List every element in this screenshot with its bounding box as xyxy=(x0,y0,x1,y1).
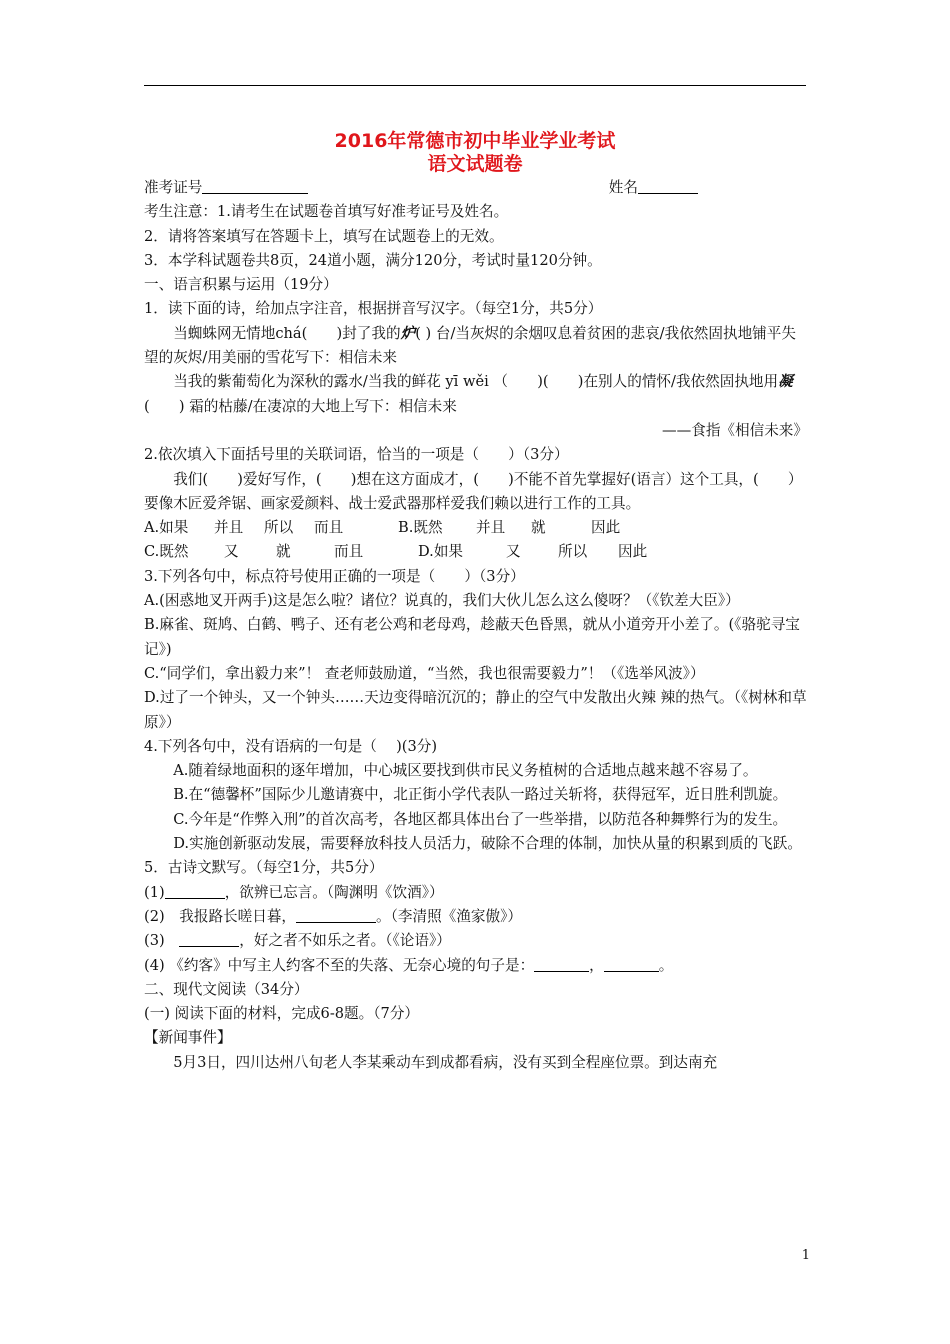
answer-blank xyxy=(604,956,659,972)
id-row xyxy=(144,176,808,200)
q3-option-c: C.“同学们，拿出毅力来”！ 查老师鼓励道，“当然，我也很需要毅力”！（《选举风波》） xyxy=(144,664,705,682)
news-tag: 【新闻事件】 xyxy=(144,1029,232,1047)
q2-stem: 2.依次填入下面括号里的关联词语，恰当的一项是（ ）（3分） xyxy=(144,446,569,464)
q5-line-4: (4) 《约客》中写主人约客不至的失落、无奈心境的句子是： ， 。 xyxy=(144,956,674,974)
exam-body xyxy=(144,176,808,1075)
section-2-heading: 二、现代文阅读（34分） xyxy=(144,980,309,998)
q1-poem-1: 当蜘蛛网无情地chá( )封了我的炉( ) 台/当灰烬的余烟叹息着贫困的悲哀/我依然固执地铺平失望的灰烬/用美丽的雪花写下：相信未来 xyxy=(144,324,796,367)
answer-blank xyxy=(296,907,376,923)
q1-poem-2: 当我的紫葡萄化为深秋的露水/当我的鲜花 yī wěi （ )( )在别人的情怀/我依然固执地用凝( ) 霜的枯藤/在凄凉的大地上写下：相信未来 xyxy=(144,373,793,415)
q5-line-2: (2) 我报路长嗟日暮， 。（李清照《渔家傲》） xyxy=(144,907,522,925)
q1-source: ——食指《相信未来》 xyxy=(662,421,808,439)
exam-number-field: 准考证号 xyxy=(144,176,308,200)
note-1: 考生注意：1.请考生在试题卷首填写好准考证号及姓名。 xyxy=(144,203,509,221)
name-blank xyxy=(638,178,698,194)
q4-option-c: C.今年是“作弊入刑”的首次高考，各地区都具体出台了一些举措，以防范各种舞弊行为的发生。 xyxy=(173,810,788,828)
q3-option-d: D.过了一个钟头，又一个钟头……天边变得暗沉沉的；静止的空气中发散出火辣 辣的热气。（《树林和草原》） xyxy=(144,689,807,731)
exam-number-blank xyxy=(202,178,308,194)
answer-blank xyxy=(179,931,239,947)
q5-stem: 5．古诗文默写。（每空1分，共5分） xyxy=(144,859,384,877)
name-field: 姓名 xyxy=(609,176,698,200)
q3-option-b: B.麻雀、斑鸠、白鹤、鸭子、还有老公鸡和老母鸡，趁蔽天色昏黑，就从小道旁开小差了。(《骆驼寻宝记》) xyxy=(144,616,800,658)
q2-options-ab: A.如果 并且 所以 而且 B.既然 并且 就 因此 xyxy=(144,519,621,537)
q4-option-d: D.实施创新驱动发展，需要释放科技人员活力，破除不合理的体制，加快从量的积累到质的飞跃。 xyxy=(173,835,802,853)
q2-options-cd: C.既然 又 就 而且 D.如果 又 所以 因此 xyxy=(144,543,648,561)
news-paragraph: 5月3日，四川达州八旬老人李某乘动车到成都看病，没有买到全程座位票。到达南充 xyxy=(173,1053,718,1071)
q4-stem: 4.下列各句中，没有语病的一句是（ )(3分) xyxy=(144,737,438,755)
q1-stem: 1．读下面的诗，给加点字注音，根据拼音写汉字。（每空1分，共5分） xyxy=(144,300,603,318)
header-rule xyxy=(144,85,806,86)
q4-option-a: A.随着绿地面积的逐年增加，中心城区要找到供市民义务植树的合适地点越来越不容易了。 xyxy=(173,762,758,780)
part-1-heading: (一) 阅读下面的材料，完成6-8题。（7分） xyxy=(144,1005,420,1023)
q3-stem: 3.下列各句中，标点符号使用正确的一项是（ ）（3分） xyxy=(144,567,525,585)
note-3: 3．本学科试题卷共8页，24道小题，满分120分，考试时量120分钟。 xyxy=(144,251,602,269)
q2-body: 我们( )爱好写作，( )想在这方面成才，( )不能不首先掌握好(语言）这个工具，( ）要像木匠爱斧锯、画家爱颜料、战士爱武器那样爱我们赖以进行工作的工具。 xyxy=(144,470,803,512)
exam-subtitle: 语文试题卷 xyxy=(427,153,523,175)
q4-option-b: B.在“德馨杯”国际少儿邀请赛中，北正街小学代表队一路过关斩将，获得冠军，近日胜利凯旋。 xyxy=(173,786,788,804)
section-1-heading: 一、语言积累与运用（19分） xyxy=(144,276,338,294)
q5-line-3: (3) ，好之者不如乐之者。（《论语》） xyxy=(144,932,451,950)
q5-line-1: (1) ，欲辨已忘言。（陶渊明《饮酒》） xyxy=(144,883,444,901)
page-number: 1 xyxy=(801,1248,810,1263)
answer-blank xyxy=(534,956,589,972)
dotted-char: 凝 xyxy=(778,373,793,391)
dotted-char: 炉 xyxy=(400,324,416,342)
exam-title: 2016年常德市初中毕业学业考试 xyxy=(334,130,616,152)
answer-blank xyxy=(165,883,225,899)
note-2: 2．请将答案填写在答题卡上，填写在试题卷上的无效。 xyxy=(144,227,504,245)
q3-option-a: A.(困惑地叉开两手)这是怎么啦？诸位？说真的，我们大伙儿怎么这么傻呀？（《钦差大臣》） xyxy=(144,592,740,610)
